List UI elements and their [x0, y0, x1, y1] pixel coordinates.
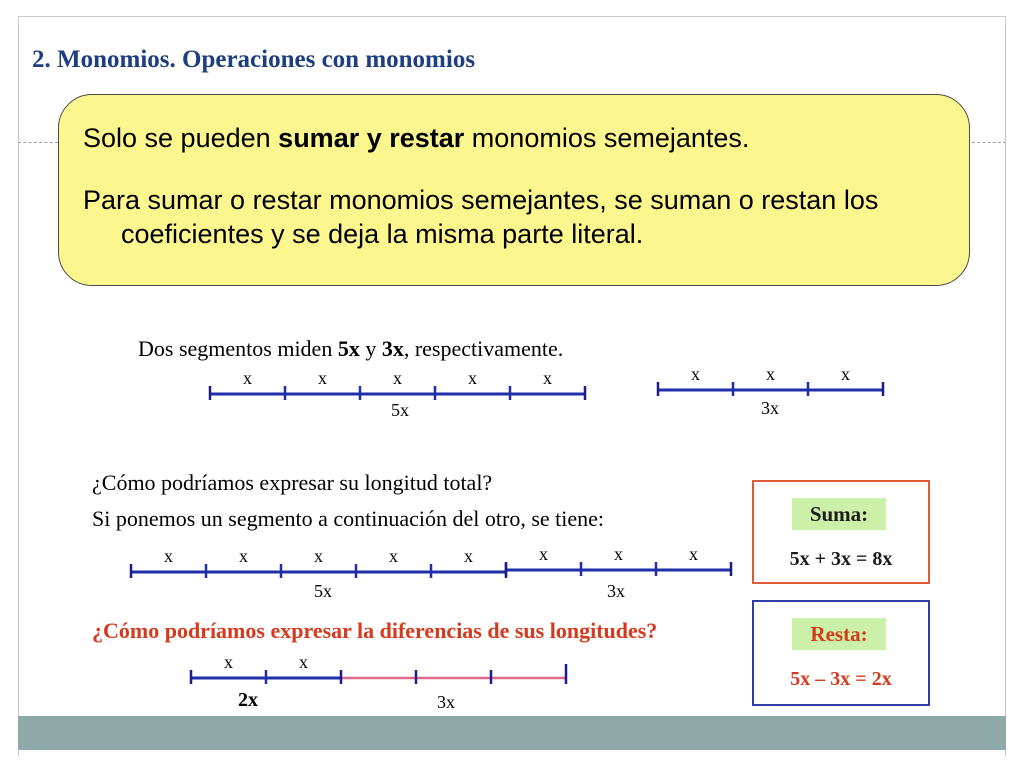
segment-3x-unit-label: x — [691, 364, 700, 384]
rule-text-bold: sumar y restar — [278, 123, 465, 153]
resta-equation: 5x – 3x = 2x — [790, 668, 892, 690]
segment-diff-2x-unit-label: x — [299, 652, 308, 672]
segment-5x-unit-label: x — [393, 368, 402, 388]
rule-text-end: monomios semejantes. — [464, 123, 750, 153]
segment-sum-5x-unit-label: x — [389, 546, 398, 566]
intro-5x: 5x — [337, 336, 360, 361]
intro-3x: 3x — [381, 336, 404, 361]
segment-3x-unit-label: x — [841, 364, 850, 384]
segment-sum-3x-label: 3x — [607, 581, 625, 601]
intro-end: , respectivamente. — [403, 336, 564, 361]
segment-3x-unit-label: x — [766, 364, 775, 384]
segment-5x-label: 5x — [391, 400, 409, 420]
rule-sentence-2: Para sumar o restar monomios semejantes, se suman o restan los coeficientes y se deja la misma parte literal. — [83, 185, 879, 249]
segment-5x-unit-label: x — [318, 368, 327, 388]
segment-5x-unit-label: x — [468, 368, 477, 388]
segment-diff-3x-label: 3x — [437, 692, 455, 712]
rule-text-start: Solo se pueden — [83, 123, 279, 153]
intro-and: y — [359, 336, 382, 361]
suma-box — [752, 480, 930, 584]
segment-3x-label: 3x — [761, 398, 779, 418]
resta-box — [752, 600, 930, 706]
segment-sum-5x-unit-label: x — [314, 546, 323, 566]
segment-sum-3x-unit-label: x — [614, 544, 623, 564]
segment-sum-5x-unit-label: x — [464, 546, 473, 566]
slide-title: 2. Monomios. Operaciones con monomios — [32, 46, 476, 73]
segment-sum-5x-unit-label: x — [164, 546, 173, 566]
segment-5x-unit-label: x — [543, 368, 552, 388]
suma-equation: 5x + 3x = 8x — [789, 548, 893, 570]
intro-text: Dos segmentos miden — [138, 336, 338, 361]
suma-label: Suma: — [792, 498, 886, 530]
segment-5x-unit-label: x — [243, 368, 252, 388]
question-difference: ¿Cómo podríamos expresar la diferencias de sus longitudes? — [92, 618, 658, 643]
segment-sum-3x-unit-label: x — [689, 544, 698, 564]
question-total: ¿Cómo podríamos expresar su longitud total? — [92, 470, 493, 495]
segment-diff-2x-label: 2x — [238, 689, 258, 711]
resta-label: Resta: — [792, 618, 886, 650]
statement-concatenate: Si ponemos un segmento a continuación del otro, se tiene: — [92, 506, 605, 531]
segment-sum-5x-label: 5x — [314, 581, 332, 601]
segment-sum-5x-unit-label: x — [239, 546, 248, 566]
segment-diff-2x-unit-label: x — [224, 652, 233, 672]
segment-sum-3x-unit-label: x — [539, 544, 548, 564]
bottom-bar — [18, 716, 1006, 750]
